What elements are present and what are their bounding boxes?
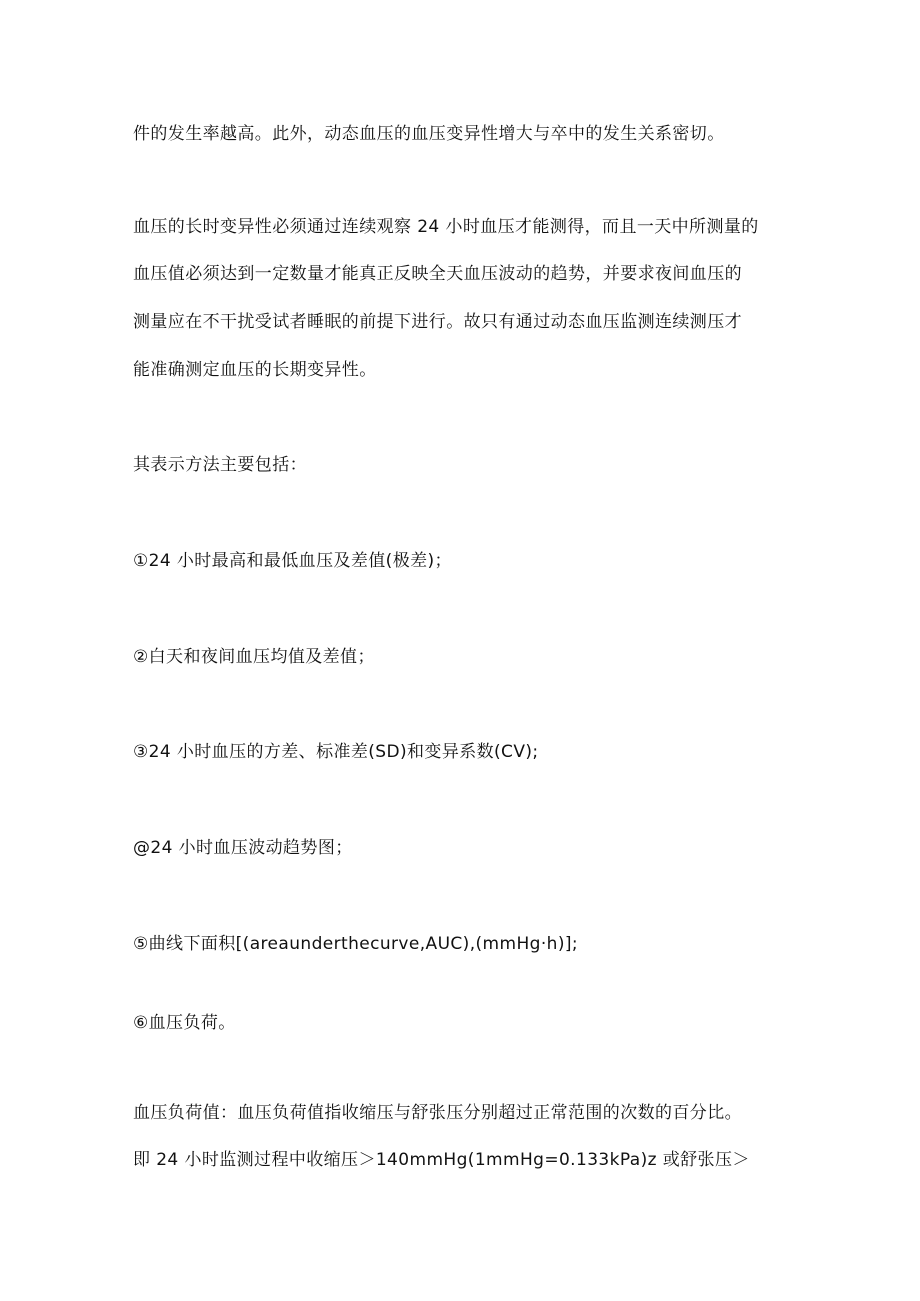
paragraph-2-line-4: 能准确测定血压的长期变异性。: [133, 360, 377, 380]
method-item-2: ②白天和夜间血压均值及差值；: [133, 647, 375, 667]
paragraph-1-line-1: 件的发生率越高。此外，动态血压的血压变异性增大与卒中的发生关系密切。: [133, 124, 725, 144]
method-item-5: ⑤曲线下面积[(areaunderthecurve,AUC),(mmHg·h)];: [133, 934, 579, 954]
paragraph-2-line-2: 血压值必须达到一定数量才能真正反映全天血压波动的趋势，并要求夜间血压的: [133, 264, 742, 284]
method-item-1: ①24 小时最高和最低血压及差值(极差)；: [133, 551, 452, 571]
methods-intro: 其表示方法主要包括：: [133, 455, 307, 475]
paragraph-3-line-2: 即 24 小时监测过程中收缩压＞140mmHg(1mmHg=0.133kPa)z 或舒张压＞: [133, 1150, 750, 1170]
paragraph-2-line-1: 血压的长时变异性必须通过连续观察 24 小时血压才能测得，而且一天中所测量的: [133, 217, 759, 237]
method-item-3: ③24 小时血压的方差、标准差(SD)和变异系数(CV);: [133, 742, 539, 762]
paragraph-2-line-3: 测量应在不干扰受试者睡眠的前提下进行。故只有通过动态血压监测连续测压才: [133, 312, 742, 332]
method-item-4: @24 小时血压波动趋势图；: [133, 838, 353, 858]
method-item-6: ⑥血压负荷。: [133, 1013, 236, 1033]
paragraph-3-line-1: 血压负荷值：血压负荷值指收缩压与舒张压分别超过正常范围的次数的百分比。: [133, 1103, 742, 1123]
